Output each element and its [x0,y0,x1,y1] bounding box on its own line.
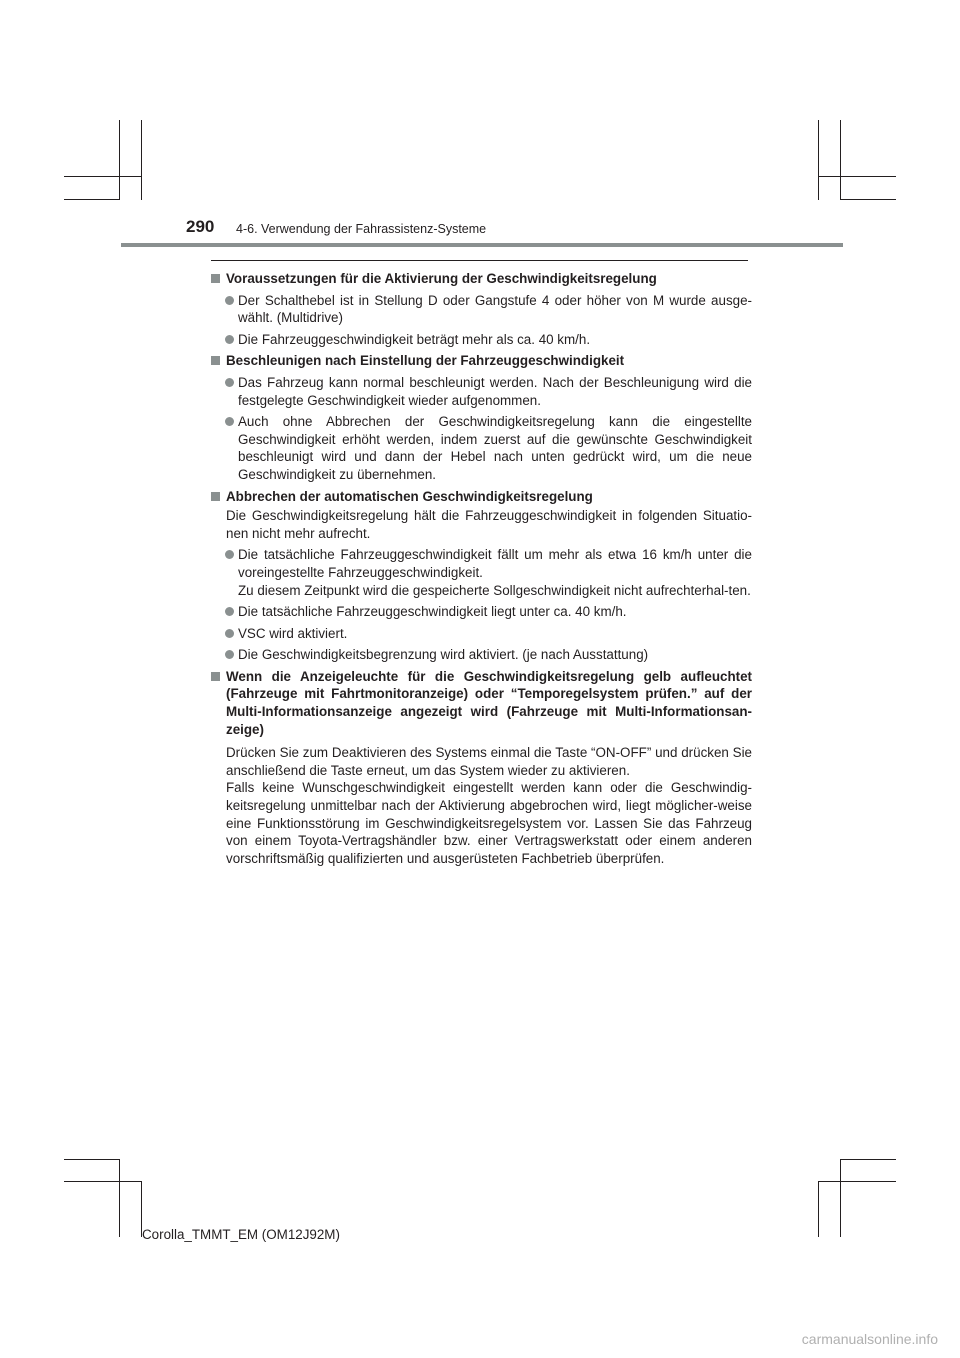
document-id: Corolla_TMMT_EM (OM12J92M) [142,1227,340,1242]
list-item-text: Das Fahrzeug kann normal beschleunigt werden. Nach der Beschleunigung wird die festgelegte Geschwindigkeit wieder aufgenommen. [238,374,752,408]
square-bullet-icon [211,274,220,283]
crop-mark [818,120,819,200]
circle-bullet-icon [225,629,234,638]
list-item-text: Auch ohne Abbrechen der Geschwindigkeitsregelung kann die eingestellte Geschwindigkeit erhöht werden, indem zuerst auf die gewünschte Geschwindigkeit beschleunigt wird und dann der Hebel nach unten gedrückt wird, um die neue Geschwindigkeit zu übernehmen. [238,414,752,482]
list-item-text: Die Geschwindigkeitsbegrenzung wird aktiviert. (je nach Ausstattung) [238,647,649,663]
crop-mark [64,176,142,177]
crop-mark [119,1159,120,1237]
square-bullet-icon [211,356,220,365]
section-heading [211,270,752,288]
section-heading [211,488,752,506]
crop-mark [64,1181,142,1182]
list-item-text: Die Fahrzeuggeschwindigkeit beträgt mehr als ca. 40 km/h. [238,331,591,347]
list-item-text: VSC wird aktiviert. [238,625,348,641]
crop-mark [840,1159,841,1237]
list-item-text: Die tatsächliche Fahrzeuggeschwindigkeit fällt um mehr als etwa 16 km/h unter die voreingestellte Fahrzeuggeschwindigkeit. [238,547,752,580]
crop-mark [818,176,896,177]
square-bullet-icon [211,492,220,501]
circle-bullet-icon [225,550,234,559]
crop-mark [64,199,120,200]
crop-mark [840,1159,896,1160]
crop-mark [818,1181,896,1182]
header-rule [121,243,843,247]
crop-mark [119,120,120,200]
crop-mark [818,1181,819,1237]
crop-mark [64,1159,120,1160]
section-heading [211,668,752,738]
list-item-text: Zu diesem Zeitpunkt wird die gespeicherte Sollgeschwindigkeit nicht aufrechterhal-ten. [238,582,751,598]
heading-text: Beschleunigen nach Einstellung der Fahrzeuggeschwindigkeit [226,353,625,369]
list-item [211,292,752,327]
heading-text: Voraussetzungen für die Aktivierung der Geschwindigkeitsregelung [226,271,657,286]
square-bullet-icon [211,672,220,681]
crop-mark [141,120,142,200]
heading-text: Wenn die Anzeigeleuchte für die Geschwindigkeitsregelung gelb aufleuchtet (Fahrzeuge mit Fahrtmonitoranzeige) oder “Temporegelsystem prüfen.” auf der Multi-Informationsanzeige angezeigt wird (Fahrzeuge mit Multi-Informationsan-zeige) [226,668,752,737]
page-content [211,266,752,867]
circle-bullet-icon [225,607,234,616]
paragraph: Falls keine Wunschgeschwindigkeit eingestellt werden kann oder die Geschwindig-keitsregelung unmittelbar nach der Aktivierung abgebrochen wird, liegt möglicher-weise eine Funktionsstörung im Geschwindigkeitsregelsystem vor. Lassen Sie das Fahrzeug von einem Toyota-Vertragshändler bzw. einer Vertragswerkstatt oder einem anderen vorschriftsmäßig qualifizierten und ausgerüsteten Fachbetrieb überprüfen. [226,780,752,866]
list-item-text: Die tatsächliche Fahrzeuggeschwindigkeit liegt unter ca. 40 km/h. [238,604,627,620]
circle-bullet-icon [225,296,234,305]
list-item [211,603,752,621]
section-heading [211,352,752,370]
list-item [211,413,752,483]
content-rule [211,260,748,261]
list-item [211,374,752,409]
list-item [211,331,752,349]
page-number: 290 [186,217,215,236]
paragraph: Drücken Sie zum Deaktivieren des Systems einmal die Taste “ON-OFF” und drücken Sie anschließend die Taste erneut, um das System wieder zu aktivieren. [226,745,752,778]
heading-text: Abbrechen der automatischen Geschwindigkeitsregelung [226,488,593,504]
paragraph: Die Geschwindigkeitsregelung hält die Fahrzeuggeschwindigkeit in folgenden Situatio-nen nicht mehr aufrecht. [226,508,752,541]
crop-mark [840,199,896,200]
list-item [211,625,752,643]
list-item-text: Der Schalthebel ist in Stellung D oder Gangstufe 4 oder höher von M wurde ausge-wählt. (Multidrive) [238,292,752,326]
circle-bullet-icon [225,335,234,344]
list-item [211,546,752,599]
crop-mark [840,120,841,200]
section-title: 4-6. Verwendung der Fahrassistenz-Systeme [236,222,487,236]
circle-bullet-icon [225,378,234,387]
watermark: carmanualsonline.info [801,1331,938,1347]
list-item [211,646,752,664]
circle-bullet-icon [225,417,234,426]
circle-bullet-icon [225,650,234,659]
